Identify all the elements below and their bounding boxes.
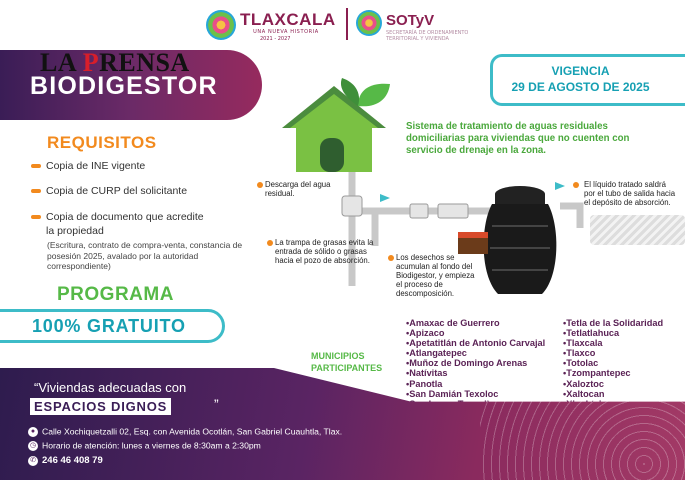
bullet-icon <box>31 189 41 193</box>
location-pin-icon: ● <box>28 427 38 437</box>
list-item: • Tetla de la Solidaridad <box>563 318 663 328</box>
requisito-propiedad-1: Copia de documento que acredite <box>46 211 204 223</box>
tlaxcala-subtitle: UNA NUEVA HISTORIA <box>253 29 319 35</box>
requisito-propiedad-2: la propiedad <box>46 225 104 237</box>
vigencia-label: VIGENCIA <box>551 64 610 78</box>
footer-pattern <box>480 400 685 480</box>
list-item: • Xaloztoc <box>563 379 663 389</box>
sotyv-title: SOTyV <box>386 12 435 29</box>
header-divider <box>346 8 348 40</box>
note-descarga: Descarga del agua residual. <box>265 180 331 198</box>
list-item: • Xaltocan <box>563 389 663 399</box>
list-item: • Atlangatepec <box>406 348 545 358</box>
requisitos-title: REQUISITOS <box>47 133 157 152</box>
sotyv-subtitle: SECRETARÍA DE ORDENAMIENTO TERRITORIAL Y VIVIENDA <box>386 30 469 42</box>
watermark-la-prensa: LA PRENSA <box>40 48 190 77</box>
list-item: • Tlaxco <box>563 348 663 358</box>
house-icon <box>282 78 390 172</box>
list-item: • San Damián Texoloc <box>406 389 545 399</box>
list-item: • Muñoz de Domingo Arenas <box>406 358 545 368</box>
phone-text: 246 46 408 79 <box>42 455 103 467</box>
header-logos <box>200 6 500 42</box>
bullet-icon <box>31 215 41 219</box>
horario-line <box>28 440 261 451</box>
list-item: • Panotla <box>406 379 545 389</box>
sotyv-logo-icon <box>356 10 382 36</box>
tlaxcala-title: TLAXCALA <box>240 10 336 29</box>
phone-icon: ✆ <box>28 456 38 466</box>
list-item: • Natívitas <box>406 368 545 378</box>
list-item: • Apizaco <box>406 328 545 338</box>
tlaxcala-years: 2021 - 2027 <box>260 36 291 42</box>
note-dot-icon <box>267 240 273 246</box>
note-trampa: La trampa de grasas evita la entrada de sólido o grasas hacia el pozo de absorción. <box>275 238 374 265</box>
note-liquido: El líquido tratado saldrá por el tubo de salida hacia el depósito de absorción. <box>584 180 676 207</box>
biodigestor-tank-icon <box>484 186 557 294</box>
bullet-icon <box>31 164 41 168</box>
requisito-note: (Escritura, contrato de compra-venta, constancia de posesión 2025, avalado por la autoridad correspondiente) <box>47 240 243 271</box>
quote-close: ” <box>214 396 219 412</box>
phone-line <box>28 455 103 466</box>
address-text: Calle Xochiquetzalli 02, Esq. con Avenida Ocotlán, San Gabriel Cuauhtla, Tlax. <box>42 426 343 437</box>
footer-quote: “Viviendas adecuadas con <box>34 380 187 395</box>
note-desechos: Los desechos se acumulan al fondo del Biodigestor, y empieza el proceso de descomposición. <box>396 253 475 298</box>
pipe-joints-icon <box>342 196 468 218</box>
list-item: • Amaxac de Guerrero <box>406 318 545 328</box>
note-dot-icon <box>388 255 394 261</box>
tlaxcala-logo-icon <box>206 10 236 40</box>
espacios-dignos: ESPACIOS DIGNOS <box>30 398 171 415</box>
note-dot-icon <box>257 182 263 188</box>
list-item: • Tetlatlahuca <box>563 328 663 338</box>
list-item: • Apetatitlán de Antonio Carvajal <box>406 338 545 348</box>
absorption-pit-icon <box>590 215 685 245</box>
grease-trap-icon <box>458 232 488 254</box>
address-line <box>28 426 342 437</box>
list-item: • Totolac <box>563 358 663 368</box>
note-dot-icon <box>573 182 579 188</box>
gratuito-label: 100% GRATUITO <box>32 316 186 336</box>
municipios-label: MUNICIPIOS PARTICIPANTES <box>311 351 383 373</box>
sistema-description: Sistema de tratamiento de aguas residuales domiciliarias para viviendas que no cuenten con servicio de drenaje en la zona. <box>406 121 630 156</box>
list-item: • Tlaxcala <box>563 338 663 348</box>
clock-icon: ◷ <box>29 441 37 449</box>
requisito-ine: Copia de INE vigente <box>46 160 146 172</box>
list-item: • Tzompantepec <box>563 368 663 378</box>
programa-title: PROGRAMA <box>57 284 174 305</box>
vigencia-date: 29 DE AGOSTO DE 2025 <box>511 80 650 94</box>
requisito-curp: Copia de CURP del solicitante <box>46 185 188 197</box>
horario-text: Horario de atención: lunes a viernes de 8:30am a 2:30pm <box>42 440 261 451</box>
biodigestor-title: BIODIGESTOR <box>30 72 218 100</box>
